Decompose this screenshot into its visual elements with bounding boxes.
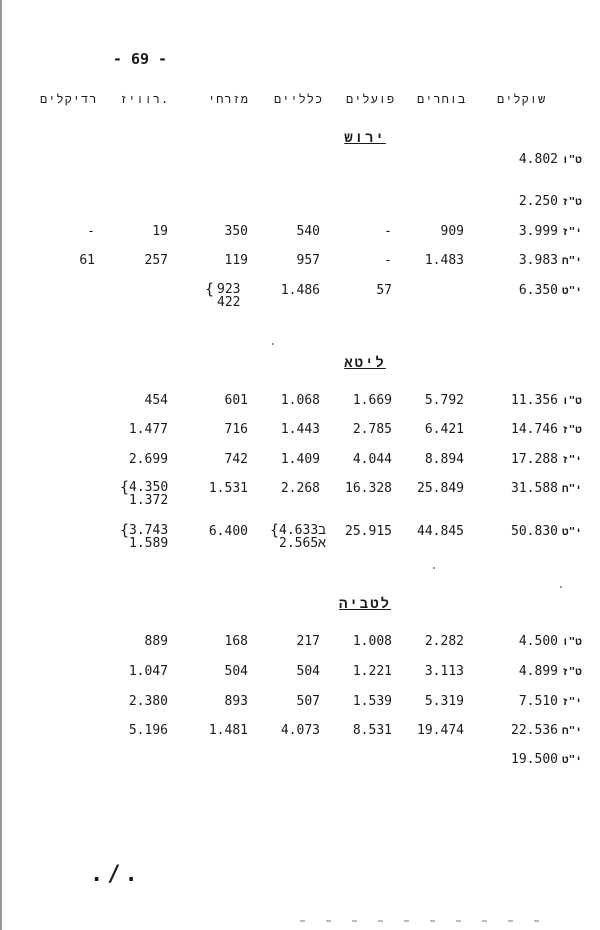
- table-row: [0, 752, 600, 772]
- cell-klaliim: 217: [296, 634, 320, 649]
- header-poalim: פועלים: [346, 92, 396, 106]
- cell-revizionistim: 454: [144, 393, 168, 408]
- cell-poalim: 1.221: [352, 664, 392, 679]
- cell-mizrachi: 893: [224, 694, 248, 709]
- cell-bocharim: 2.282: [424, 634, 464, 649]
- header-revizionistim: רוויז.: [120, 92, 170, 106]
- header-klaliim: כלליים: [274, 92, 324, 106]
- cell-bocharim: 1.483: [424, 253, 464, 268]
- bracketed-cell: {4.633ב 2.565א: [270, 521, 326, 551]
- cell-revizionistim: 889: [144, 634, 168, 649]
- cell-klaliim: 504: [296, 664, 320, 679]
- cell-revizionistim: 1.477: [128, 422, 168, 437]
- year-label: ט"ז: [562, 665, 582, 678]
- cell-shoklim: 50.830: [511, 524, 558, 539]
- cell-poalim: 4.044: [352, 452, 392, 467]
- section-title-1: ירוש: [344, 130, 386, 146]
- cell-mizrachi: 504: [224, 664, 248, 679]
- cell-klaliim: 2.268: [280, 481, 320, 496]
- cell-klaliim: 1.409: [280, 452, 320, 467]
- year-label: י"ח: [562, 724, 582, 737]
- scan-speck: [272, 343, 274, 345]
- cell-poalim: 1.539: [352, 694, 392, 709]
- cell-poalim: 1.008: [352, 634, 392, 649]
- cell-poalim: 1.669: [352, 393, 392, 408]
- cell-poalim: -: [384, 253, 392, 268]
- cell-shoklim: 17.288: [511, 452, 558, 467]
- header-radikalim: רדיקלים: [40, 92, 98, 106]
- cell-bocharim: 3.113: [424, 664, 464, 679]
- cell-revizionistim: 1.047: [128, 664, 168, 679]
- year-label: י"ט: [562, 525, 582, 538]
- year-label: ט"ז: [562, 195, 582, 208]
- cell-poalim: 2.785: [352, 422, 392, 437]
- table-row: [0, 224, 600, 244]
- year-label: י"ז: [562, 453, 582, 466]
- year-label: י"ט: [562, 753, 582, 766]
- cell-radikalim: -: [87, 224, 95, 239]
- cell-shoklim: 4.802: [518, 152, 558, 167]
- cell-shoklim: 6.350: [518, 283, 558, 298]
- cell-shoklim: 7.510: [518, 694, 558, 709]
- cell-revizionistim: 257: [144, 253, 168, 268]
- cell-shoklim: 31.588: [511, 481, 558, 496]
- cell-mizrachi: 168: [224, 634, 248, 649]
- scan-speck: [560, 586, 562, 588]
- year-label: י"ז: [562, 695, 582, 708]
- cell-klaliim: 1.068: [280, 393, 320, 408]
- cell-bocharim: 5.792: [424, 393, 464, 408]
- cell-revizionistim: 19: [152, 224, 168, 239]
- page-number: - 69 -: [112, 50, 168, 68]
- cell-klaliim: 507: [296, 694, 320, 709]
- cell-mizrachi: 1.481: [208, 723, 248, 738]
- year-label: י"ח: [562, 482, 582, 495]
- cell-shoklim: 4.500: [518, 634, 558, 649]
- scan-speck: [433, 567, 435, 569]
- year-label: י"ז: [562, 225, 582, 238]
- cell-mizrachi: 742: [224, 452, 248, 467]
- table-row: [0, 452, 600, 472]
- table-row: [0, 194, 600, 214]
- cell-poalim: -: [384, 224, 392, 239]
- cell-klaliim: 540: [296, 224, 320, 239]
- cell-poalim: 8.531: [352, 723, 392, 738]
- bracketed-cell: {3.743 1.589: [120, 521, 169, 551]
- cell-shoklim: 19.500: [511, 752, 558, 767]
- year-label: י"ח: [562, 254, 582, 267]
- year-label: ט"ו: [562, 153, 582, 166]
- cell-klaliim: 1.443: [280, 422, 320, 437]
- cell-bocharim: 909: [440, 224, 464, 239]
- cell-klaliim: 1.486: [280, 283, 320, 298]
- cell-poalim: 16.328: [345, 481, 392, 496]
- cell-revizionistim: 2.380: [128, 694, 168, 709]
- year-label: י"ט: [562, 284, 582, 297]
- cell-poalim: 25.915: [345, 524, 392, 539]
- table-row: [0, 422, 600, 442]
- header-bocharim: בוחרים: [417, 92, 467, 106]
- table-row: [0, 664, 600, 684]
- cell-shoklim: 3.999: [518, 224, 558, 239]
- cell-shoklim: 11.356: [511, 393, 558, 408]
- cell-bocharim: 25.849: [417, 481, 464, 496]
- year-label: ט"ז: [562, 423, 582, 436]
- table-row: [0, 283, 600, 303]
- cell-mizrachi: 601: [224, 393, 248, 408]
- year-label: ט"ו: [562, 394, 582, 407]
- table-row: [0, 152, 600, 172]
- cell-shoklim: 3.983: [518, 253, 558, 268]
- scan-artifact: [300, 920, 560, 922]
- cell-bocharim: 19.474: [417, 723, 464, 738]
- cell-bocharim: 6.421: [424, 422, 464, 437]
- cell-bocharim: 44.845: [417, 524, 464, 539]
- cell-shoklim: 22.536: [511, 723, 558, 738]
- cell-shoklim: 4.899: [518, 664, 558, 679]
- end-mark: ./.: [90, 862, 142, 887]
- cell-shoklim: 14.746: [511, 422, 558, 437]
- table-row: [0, 393, 600, 413]
- cell-mizrachi: 1.531: [208, 481, 248, 496]
- cell-mizrachi: 6.400: [208, 524, 248, 539]
- table-row: [0, 253, 600, 273]
- cell-mizrachi: 350: [224, 224, 248, 239]
- cell-revizionistim: 5.196: [128, 723, 168, 738]
- cell-klaliim: 957: [296, 253, 320, 268]
- cell-mizrachi: 119: [224, 253, 248, 268]
- cell-radikalim: 61: [79, 253, 95, 268]
- cell-revizionistim: 2.699: [128, 452, 168, 467]
- table-row: [0, 694, 600, 714]
- cell-bocharim: 8.894: [424, 452, 464, 467]
- bracketed-cell: {4.350 1.372: [120, 478, 169, 508]
- cell-bocharim: 5.319: [424, 694, 464, 709]
- section-title-2: ליטא: [344, 355, 386, 371]
- year-label: ט"ו: [562, 635, 582, 648]
- header-mizrachi: מזרחי: [208, 92, 250, 106]
- cell-shoklim: 2.250: [518, 194, 558, 209]
- section-title-3: לטביה: [338, 596, 391, 612]
- table-row: [0, 723, 600, 743]
- bracketed-cell: { 923 422: [205, 280, 241, 310]
- header-shoklim: שוקלים: [497, 92, 547, 106]
- cell-poalim: 57: [376, 283, 392, 298]
- cell-mizrachi: 716: [224, 422, 248, 437]
- table-row: [0, 634, 600, 654]
- cell-klaliim: 4.073: [280, 723, 320, 738]
- table-row: [0, 481, 600, 501]
